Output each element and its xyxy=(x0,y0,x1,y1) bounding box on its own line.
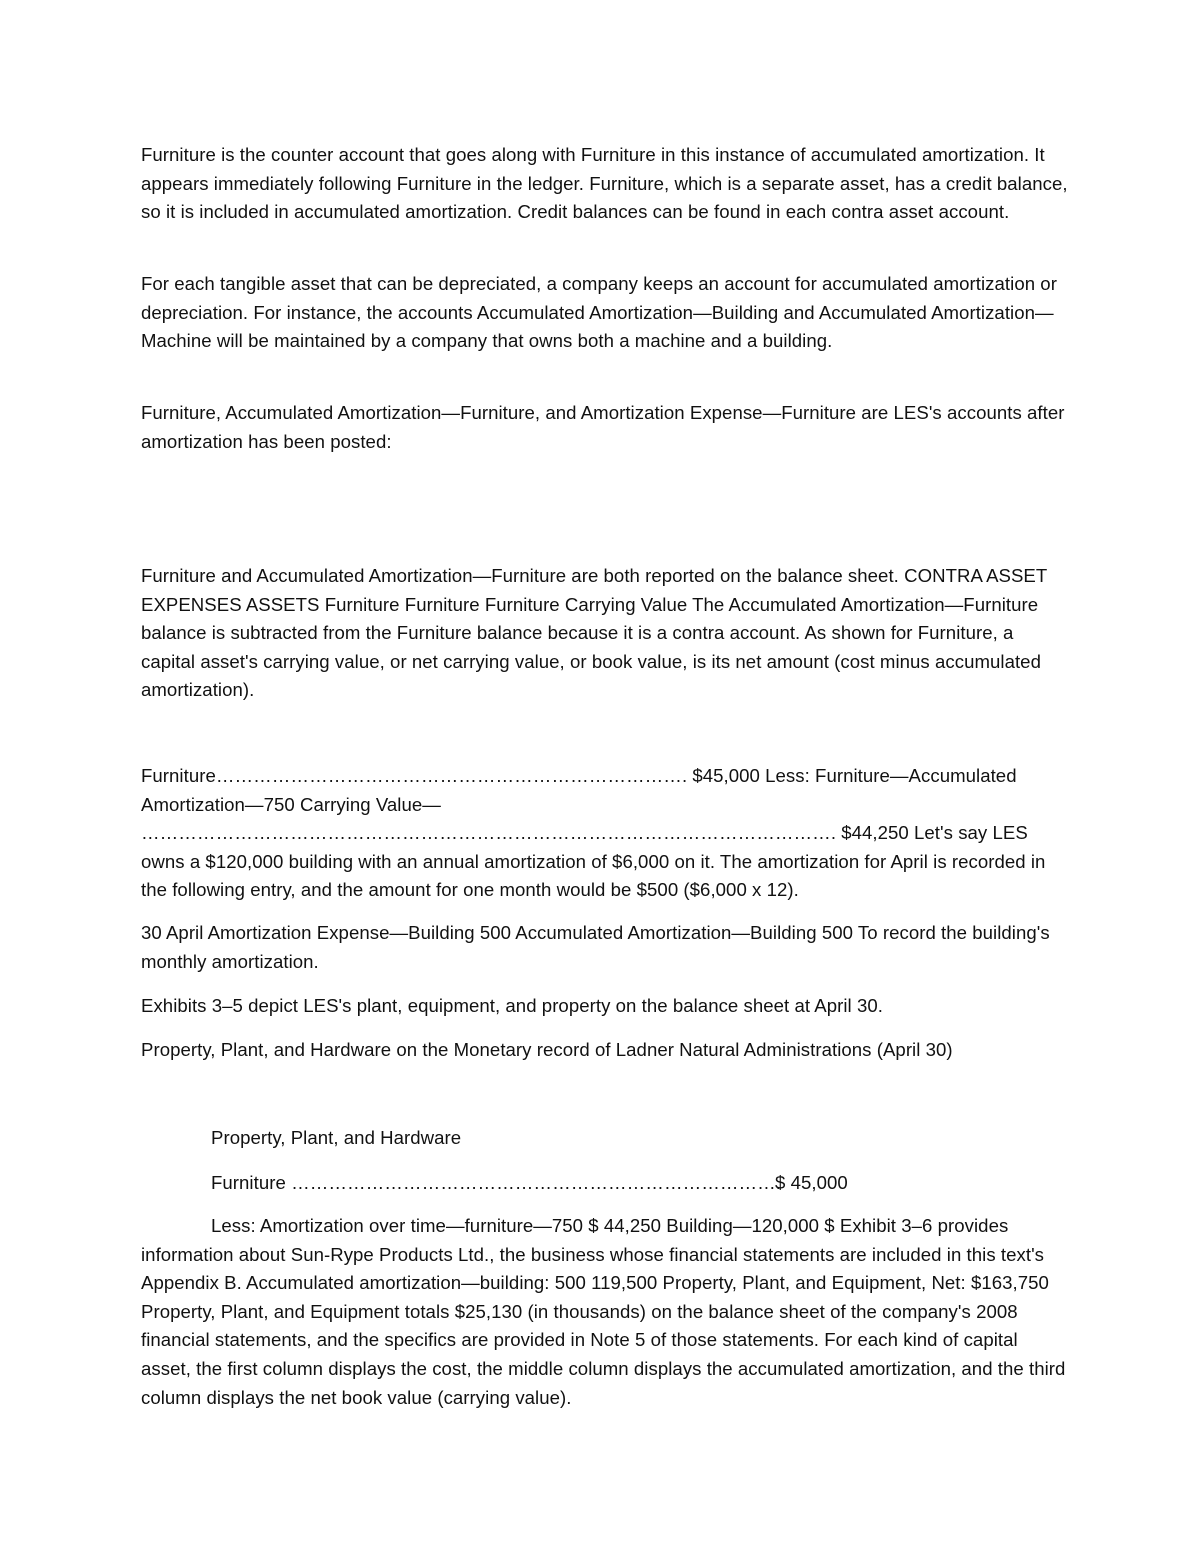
paragraph-exhibits: Exhibits 3–5 depict LES's plant, equipment, and property on the balance sheet at April 30. xyxy=(141,995,883,1016)
paragraph-contra-account: Furniture is the counter account that goes along with Furniture in this instance of accumulated amortization. It appears immediately following Furniture in the ledger. Furniture, which is a separate asset, has a credit balance, so it is included in accumulated amortization. Credit balances can be found in each contra asset account. xyxy=(141,144,1068,223)
paragraph-sun-rype: Less: Amortization over time—furniture—750 $ 44,250 Building—120,000 $ Exhibit 3–6 provides information about Sun-Rype Products Ltd., the business whose financial statements are included in this text's Appendix B. Accumulated amortization—building: 500 119,500 Property, Plant, and Equipment, Net: $163,750 Property, Plant, and Equipment totals $25,130 (in thousands) on the balance sheet of the company's 2008 financial statements, and the specifics are provided in Note 5 of those statements. For each kind of capital asset, the first column displays the cost, the middle column displays the accumulated amortization, and the third column displays the net book value (carrying value). xyxy=(141,1215,1066,1408)
paragraph-les-accounts: Furniture, Accumulated Amortization—Furniture, and Amortization Expense—Furniture are LES's accounts after amortization has been posted: xyxy=(141,402,1065,452)
paragraph-exhibit-title: Property, Plant, and Hardware on the Monetary record of Ladner Natural Administrations (April 30) xyxy=(141,1039,953,1060)
furniture-line-item xyxy=(211,1169,1071,1198)
paragraph-carrying-value: Furniture…………………………………………………………………. $45,000 Less: Furniture—Accumulated Amortization—750 Carrying Value— …………………………………………………………………………………………………. $44,250 Let's say LES owns a $120,000 building with an annual amortization of $6,000 on it. The amortization for April is recorded in the following entry, and the amount for one month would be $500 ($6,000 x 12). xyxy=(141,765,1046,901)
paragraph-journal-entry: 30 April Amortization Expense—Building 500 Accumulated Amortization—Building 500 To record the building's monthly amortization. xyxy=(141,922,1050,972)
furniture-line-amount: $ 45,000 xyxy=(775,1172,848,1193)
paragraph-tangible-assets: For each tangible asset that can be depreciated, a company keeps an account for accumulated amortization or depreciation. For instance, the accounts Accumulated Amortization—Building and Accumulated Amortization—Machine will be maintained by a company that owns both a machine and a building. xyxy=(141,273,1057,352)
paragraph-balance-sheet: Furniture and Accumulated Amortization—Furniture are both reported on the balance sheet. CONTRA ASSET EXPENSES ASSETS Furniture Furniture Furniture Carrying Value The Accumulated Amortization—Furniture balance is subtracted from the Furniture balance because it is a contra account. As shown for Furniture, a capital asset's carrying value, or net carrying value, or book value, is its net amount (cost minus accumulated amortization). xyxy=(141,565,1047,701)
section-heading-property-plant: Property, Plant, and Hardware xyxy=(211,1127,462,1148)
furniture-line-label: Furniture ……………………………………………………………………. xyxy=(211,1172,782,1193)
